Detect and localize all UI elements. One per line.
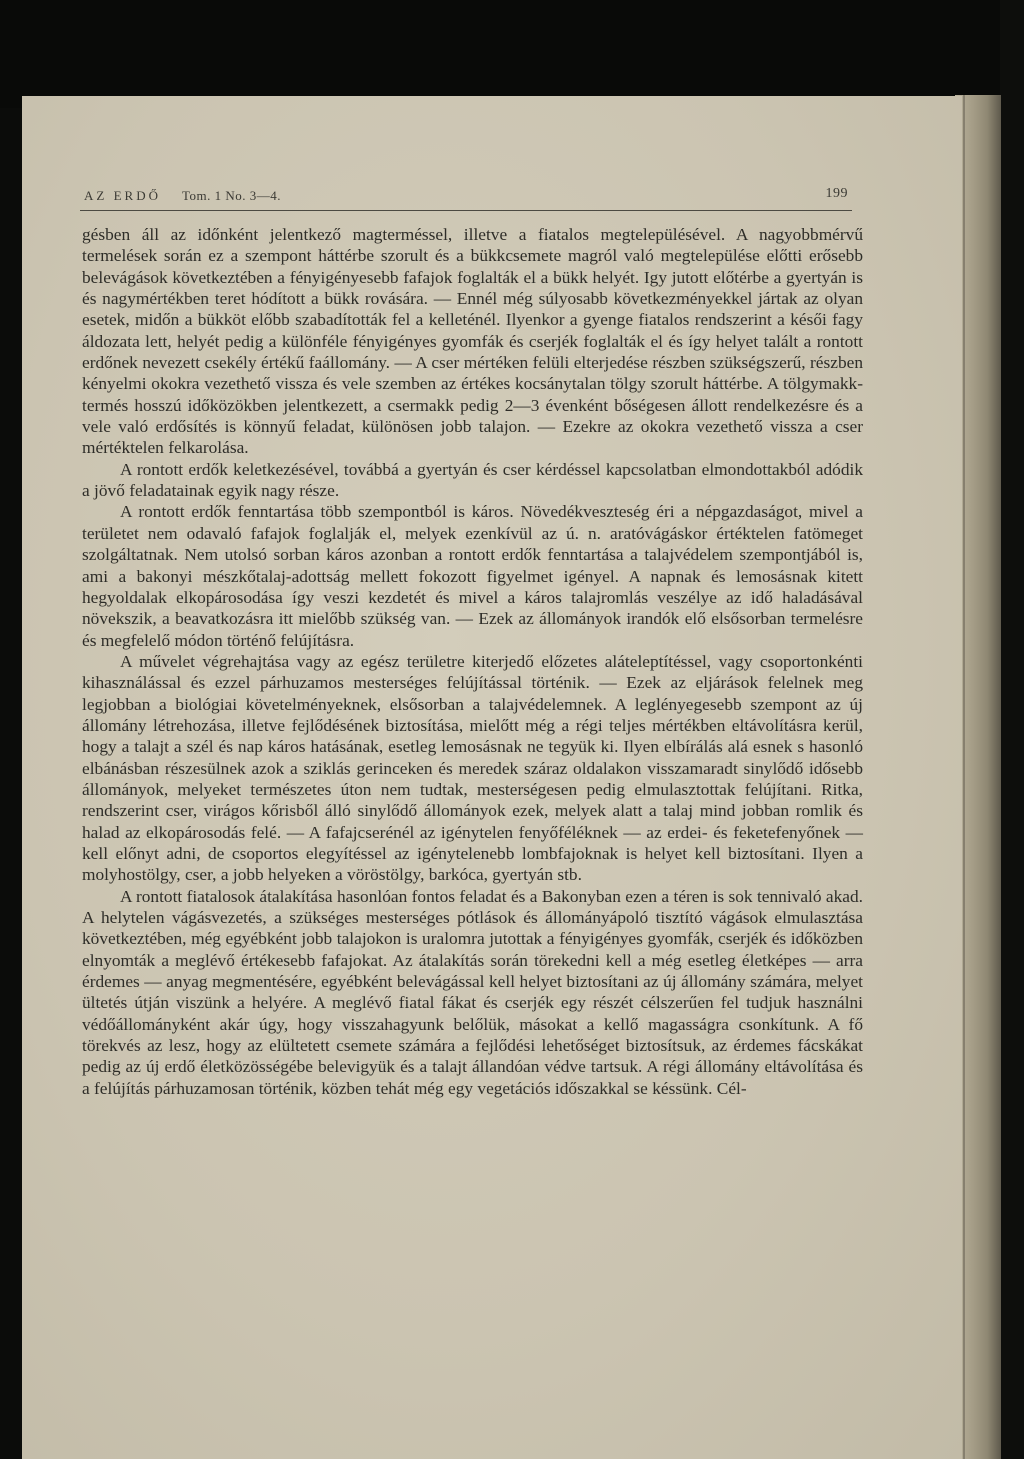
scan-background-top <box>0 0 1024 108</box>
paragraph: A rontott erdők fenntartása több szempontból is káros. Növedékveszteség éri a népgazdaságot, mivel a területet nem odavaló fafajok foglalják el, melyek ezenkívül az ú. n. aratóvágáskor értéktelen fatömeget szolgáltatnak. Nem utolsó sorban káros azonban a rontott erdők fenntartása a talajvédelem szempontjából is, ami a bakonyi mészkőtalaj-adottság mellett fokozott figyelmet igényel. A napnak és lemosásnak kitett hegyoldalak elkopárosodása így veszi kezdetét és mivel a káros talajromlás veszélye az idő haladásával növekszik, a beavatkozásra itt mielőbb szükség van. — Ezek az állományok irandók elő elsősorban termelésre és megfelelő módon történő felújításra. <box>82 502 863 650</box>
paragraph: A művelet végrehajtása vagy az egész területre kiterjedő előzetes aláteleptítéssel, vagy csoportonkénti kihasználással és ezzel párhuzamos mesterséges felújítással történik. — Ezek az eljárások felelnek meg legjobban a biológiai követelményeknek, elsősorban a talajvédelemnek. A leglényegesebb szempont az új állomány létrehozása, illetve fejlődésének biztosítása, mielőtt még a régi teljes mértékben eltávolításra kerül, hogy a talajt a szél és nap káros hatásának, esetleg lemosásnak ne tegyük ki. Ilyen elbírálás alá esnek s hasonló elbánásban részesülnek azok a sziklás gerinceken és meredek száraz oldalakon visszamaradt sinylődő idősebb állományok, melyeket természetes úton nem tudtak, mesterségesen pedig elmulasztottak felújítani. Ritka, rendszerint cser, virágos kőrisből álló sinylődő állományok ezek, melyek alatt a talaj mind jobban romlik és halad az elkopárosodás felé. — A fafajcserénél az igénytelen fenyőféléknek — az erdei- és feketefenyőnek — kell előnyt adni, de csoportos elegyítéssel az igénytelenebb lombfajoknak is helyet kell biztosítani. Ilyen a molyhostölgy, cser, a jobb helyeken a vöröstölgy, barkóca, gyertyán stb. <box>82 651 863 885</box>
body-text <box>82 224 863 1099</box>
issue-reference: Tom. 1 No. 3—4. <box>182 188 282 203</box>
scan-background-right <box>1000 0 1024 1459</box>
header-rule <box>80 210 852 211</box>
paragraph: A rontott erdők keletkezésével, továbbá a gyertyán és cser kérdéssel kapcsolatban elmondottakból adódik a jövő feladatainak egyik nagy része. <box>82 459 863 501</box>
paragraph: gésben áll az időnként jelentkező magterméssel, illetve a fiatalos megtelepülésével. A nagyobbmérvű termelések során ez a szempont háttérbe szorult és a bükkcsemete magról való megtelepülése előtti erősebb belevágások következtében a fényigényesebb fafajok foglalták el a bükk helyét. Igy jutott előtérbe a gyertyán is és nagymértékben teret hódított a bükk rovására. — Ennél még súlyosabb következményekkel jártak az olyan esetek, midőn a bükköt előbb szabadították fel a kelleténél. Ilyenkor a gyenge fiatalos rendszerint a késői fagy áldozata lett, helyét pedig a különféle fényigényes gyomfák és cserjék foglalták el és így helyet talált a rontott erdőnek nevezett csekély értékű faállomány. — A cser mértéken felüli elterjedése részben szükségszerű, részben kényelmi okokra vezethető vissza és vele szemben az értékes kocsánytalan tölgy szorult háttérbe. A tölgymakk-termés hosszú időközökben jelentkezett, a csermakk pedig 2—3 évenként bőségesen állott rendelkezésre és a vele való erdősítés is könnyű feladat, különösen jobb talajon. — Ezekre az okokra vezethető vissza a cser mértéktelen felkarolása. <box>82 225 863 458</box>
page-number: 199 <box>825 186 848 201</box>
journal-title: AZ ERDŐ <box>84 188 161 203</box>
paragraph: A rontott fiatalosok átalakítása hasonlóan fontos feladat és a Bakonyban ezen a téren is sok tennivaló akad. A helytelen vágásvezetés, a szükséges mesterséges pótlások és állományápoló tisztító vágások elmulasztása következtében, még egyébként jobb talajokon is uralomra jutottak a fényigényes gyomfák, cserjék és időközben elnyomták a meglévő értékesebb fafajokat. Az átalakítás során törekedni kell a még esetleg életképes — arra érdemes — anyag megmentésére, egyébként belevágással kell helyet biztosítani az új állomány számára, melyet ültetés útján viszünk a helyére. A meglévő fiatal fákat és cserjék egy részét célszerűen fel tudjuk használni védőállományként akár úgy, hogy visszahagyunk belőlük, másokat a kellő magasságra csonkítunk. A fő törekvés az lesz, hogy az elültetett csemete számára a fejlődési lehetőséget biztosítsuk, az érdemes fácskákat pedig az új erdő életközösségébe belevigyük és a talajt állandóan védve tartsuk. A régi állomány eltávolítása és a felújítás párhuzamosan történik, közben tehát még egy vegetációs időszakkal se késsünk. Cél- <box>82 886 863 1098</box>
running-head <box>84 186 854 212</box>
